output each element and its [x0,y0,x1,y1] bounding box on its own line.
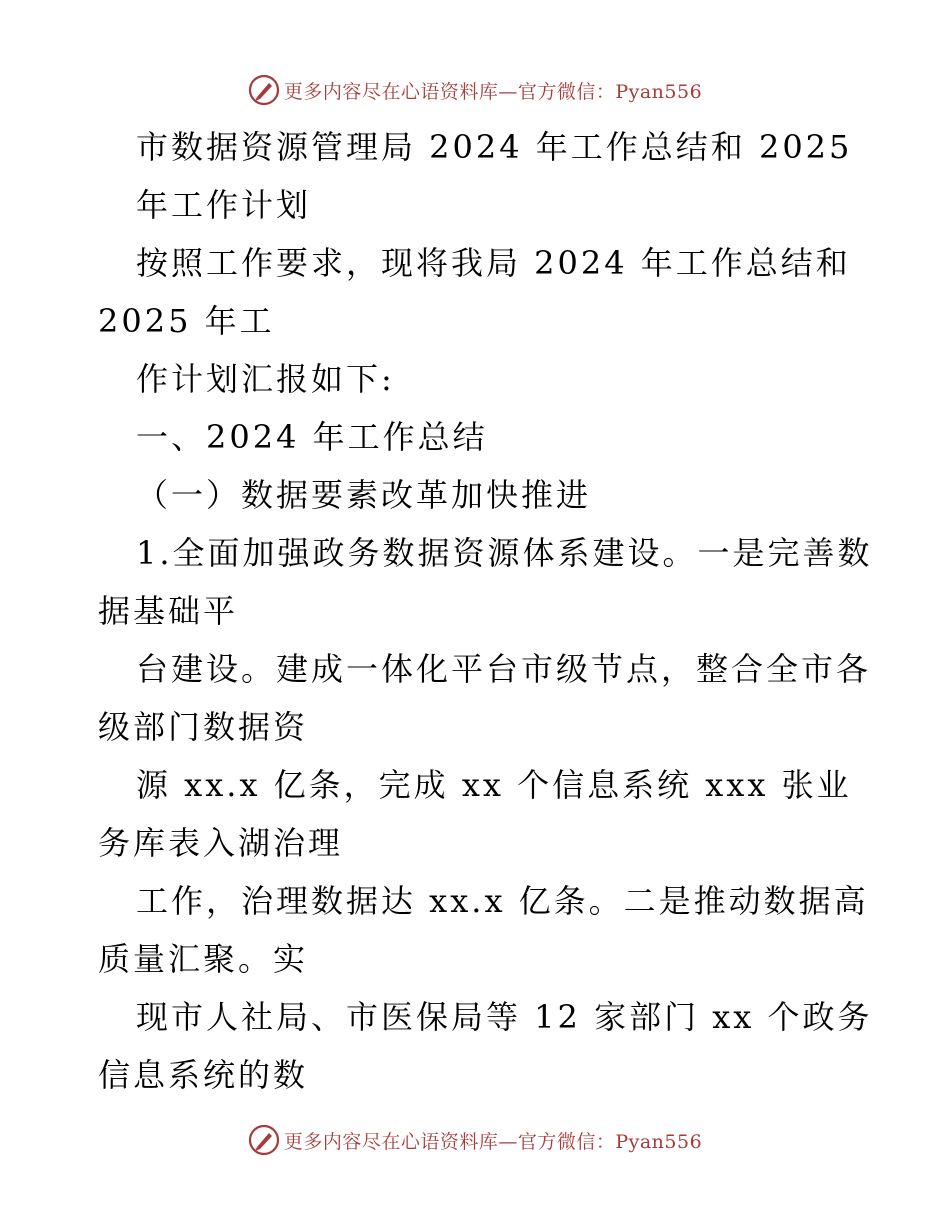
paragraph-line: 级部门数据资 [98,708,309,746]
header-banner [0,70,950,110]
doc-title-line-2: 年工作计划 [136,186,312,224]
header-banner-text: 更多内容尽在心语资料库—官方微信：Pyan556 [283,80,703,103]
section-heading: 一、2024 年工作总结 [136,418,488,456]
paragraph-line: 工作，治理数据达 xx.x 亿条。二是推动数据高 [136,882,869,920]
footer-banner-text: 更多内容尽在心语资料库—官方微信：Pyan556 [283,1130,703,1153]
paragraph-line: 2025 年工 [98,302,275,340]
document-body [98,118,873,1104]
paragraph-line: 据基础平 [98,592,239,630]
pen-logo-icon [248,74,280,106]
paragraph-line: 质量汇聚。实 [98,940,309,978]
paragraph-line: 台建设。建成一体化平台市级节点，整合全市各 [136,650,872,688]
subsection-heading: （一）数据要素改革加快推进 [136,476,592,514]
paragraph-line: 源 xx.x 亿条，完成 xx 个信息系统 xxx 张业 [136,766,852,804]
paragraph-line: 作计划汇报如下: [136,360,395,398]
paragraph-line: 务库表入湖治理 [98,824,344,862]
pen-logo-icon [248,1124,280,1156]
paragraph-line: 现市人社局、市医保局等 12 家部门 xx 个政务 [136,998,873,1036]
footer-banner [0,1120,950,1160]
paragraph-line: 1.全面加强政务数据资源体系建设。一是完善数 [136,534,873,572]
doc-title-line-1: 市数据资源管理局 2024 年工作总结和 2025 [136,128,853,166]
paragraph-line: 信息系统的数 [98,1056,309,1094]
paragraph-line: 按照工作要求，现将我局 2024 年工作总结和 [136,244,851,282]
